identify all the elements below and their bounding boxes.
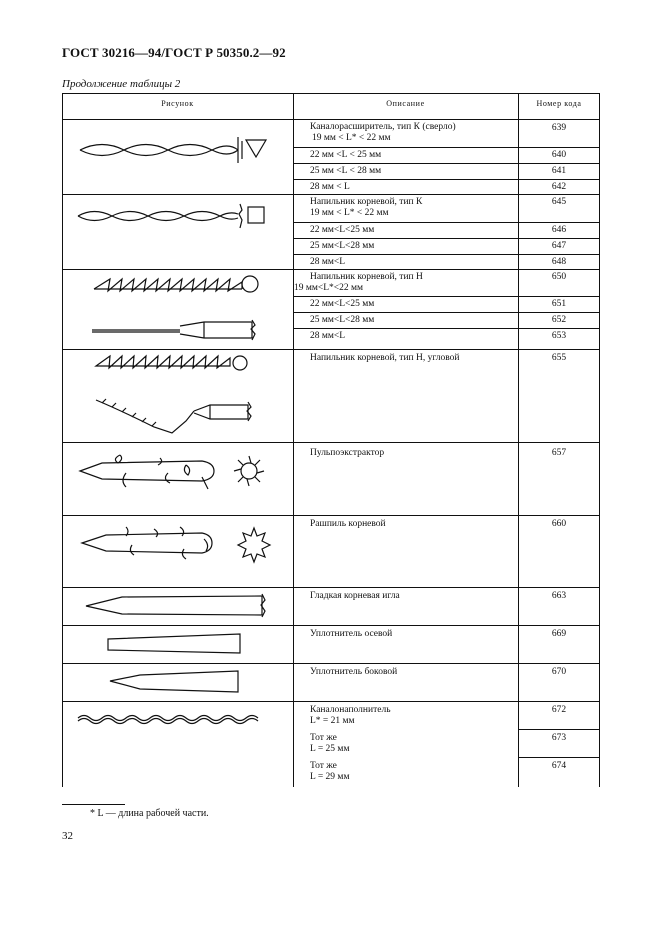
description-672: Каналонаполнитель bbox=[310, 705, 391, 715]
code-642: 642 bbox=[551, 182, 567, 192]
angled-h-file-drawing bbox=[96, 356, 251, 433]
table-caption: Продолжение таблицы 2 bbox=[62, 78, 181, 90]
column-header-figure: Рисунок bbox=[161, 99, 194, 108]
code-646: 646 bbox=[551, 225, 567, 235]
description-647: 25 мм<L<28 мм bbox=[310, 241, 375, 251]
code-650: 650 bbox=[551, 272, 567, 282]
root-rasp-drawing bbox=[82, 527, 270, 562]
triangle-section-icon bbox=[246, 140, 266, 157]
description-674-length: L = 29 мм bbox=[310, 772, 350, 782]
reamer-drawing bbox=[80, 137, 266, 163]
description-653: 28 мм<L bbox=[310, 331, 346, 341]
code-648: 648 bbox=[551, 257, 567, 267]
code-652: 652 bbox=[551, 315, 567, 325]
paste-filler-drawing bbox=[78, 716, 258, 724]
description-674: Тот же bbox=[310, 761, 337, 771]
instrument-drawings bbox=[62, 93, 294, 787]
footnote-rule bbox=[62, 804, 125, 805]
barbed-broach-drawing bbox=[80, 455, 264, 489]
description-669: Уплотнитель осевой bbox=[310, 629, 393, 639]
description-640: 22 мм <L < 25 мм bbox=[310, 150, 382, 160]
square-section-icon bbox=[248, 207, 264, 223]
description-645: Напильник корневой, тип К bbox=[310, 197, 423, 207]
circle-section-icon bbox=[233, 356, 247, 370]
code-674: 674 bbox=[551, 761, 567, 771]
code-663: 663 bbox=[551, 591, 567, 601]
description-673: Тот же bbox=[310, 733, 337, 743]
description-673-length: L = 25 мм bbox=[310, 744, 350, 754]
document-header: ГОСТ 30216—94/ГОСТ Р 50350.2—92 bbox=[62, 45, 286, 60]
code-673: 673 bbox=[551, 733, 567, 743]
description-639: Каналорасширитель, тип К (сверло) bbox=[310, 122, 456, 132]
description-663: Гладкая корневая игла bbox=[310, 591, 400, 601]
footnote: * L — длина рабочей части. bbox=[90, 808, 209, 819]
description-652: 25 мм<L<28 мм bbox=[310, 315, 375, 325]
code-657: 657 bbox=[551, 448, 567, 458]
description-648: 28 мм<L bbox=[310, 257, 346, 267]
code-655: 655 bbox=[551, 353, 567, 363]
description-641: 25 мм <L < 28 мм bbox=[310, 166, 382, 176]
code-651: 651 bbox=[551, 299, 567, 309]
lateral-plugger-drawing bbox=[110, 671, 238, 692]
star-section-icon bbox=[238, 528, 270, 562]
circle-section-icon bbox=[242, 276, 258, 292]
code-641: 641 bbox=[551, 166, 567, 176]
description-670: Уплотнитель боковой bbox=[310, 667, 398, 677]
description-642: 28 мм < L bbox=[310, 182, 350, 192]
code-table bbox=[62, 93, 600, 787]
code-645: 645 bbox=[551, 197, 567, 207]
code-672: 672 bbox=[551, 705, 567, 715]
column-header-code: Номер кода bbox=[536, 99, 582, 108]
description-646: 22 мм<L<25 мм bbox=[310, 225, 375, 235]
description-657: Пульпоэкстрактор bbox=[310, 448, 385, 458]
description-650: Напильник корневой, тип Н bbox=[310, 272, 423, 282]
k-file-drawing bbox=[78, 204, 264, 228]
code-647: 647 bbox=[551, 241, 567, 251]
code-639: 639 bbox=[551, 123, 567, 133]
h-file-drawing bbox=[92, 276, 258, 340]
code-640: 640 bbox=[551, 150, 567, 160]
description-655: Напильник корневой, тип Н, угловой bbox=[310, 353, 460, 363]
description-639-range: 19 мм < L* < 22 мм bbox=[312, 133, 391, 143]
description-645-range: 19 мм < L* < 22 мм bbox=[310, 208, 389, 218]
description-672-length: L* = 21 мм bbox=[310, 716, 355, 726]
description-651: 22 мм<L<25 мм bbox=[310, 299, 375, 309]
code-670: 670 bbox=[551, 667, 567, 677]
description-660: Рашпиль корневой bbox=[310, 519, 386, 529]
code-653: 653 bbox=[551, 331, 567, 341]
code-660: 660 bbox=[551, 519, 567, 529]
smooth-broach-drawing bbox=[86, 594, 265, 617]
code-669: 669 bbox=[551, 629, 567, 639]
column-header-description: Описание bbox=[386, 99, 425, 108]
description-650-range: 19 мм<L*<22 мм bbox=[294, 283, 364, 293]
page-number: 32 bbox=[62, 830, 73, 842]
star-section-icon bbox=[234, 456, 264, 486]
axial-spreader-drawing bbox=[108, 634, 240, 653]
